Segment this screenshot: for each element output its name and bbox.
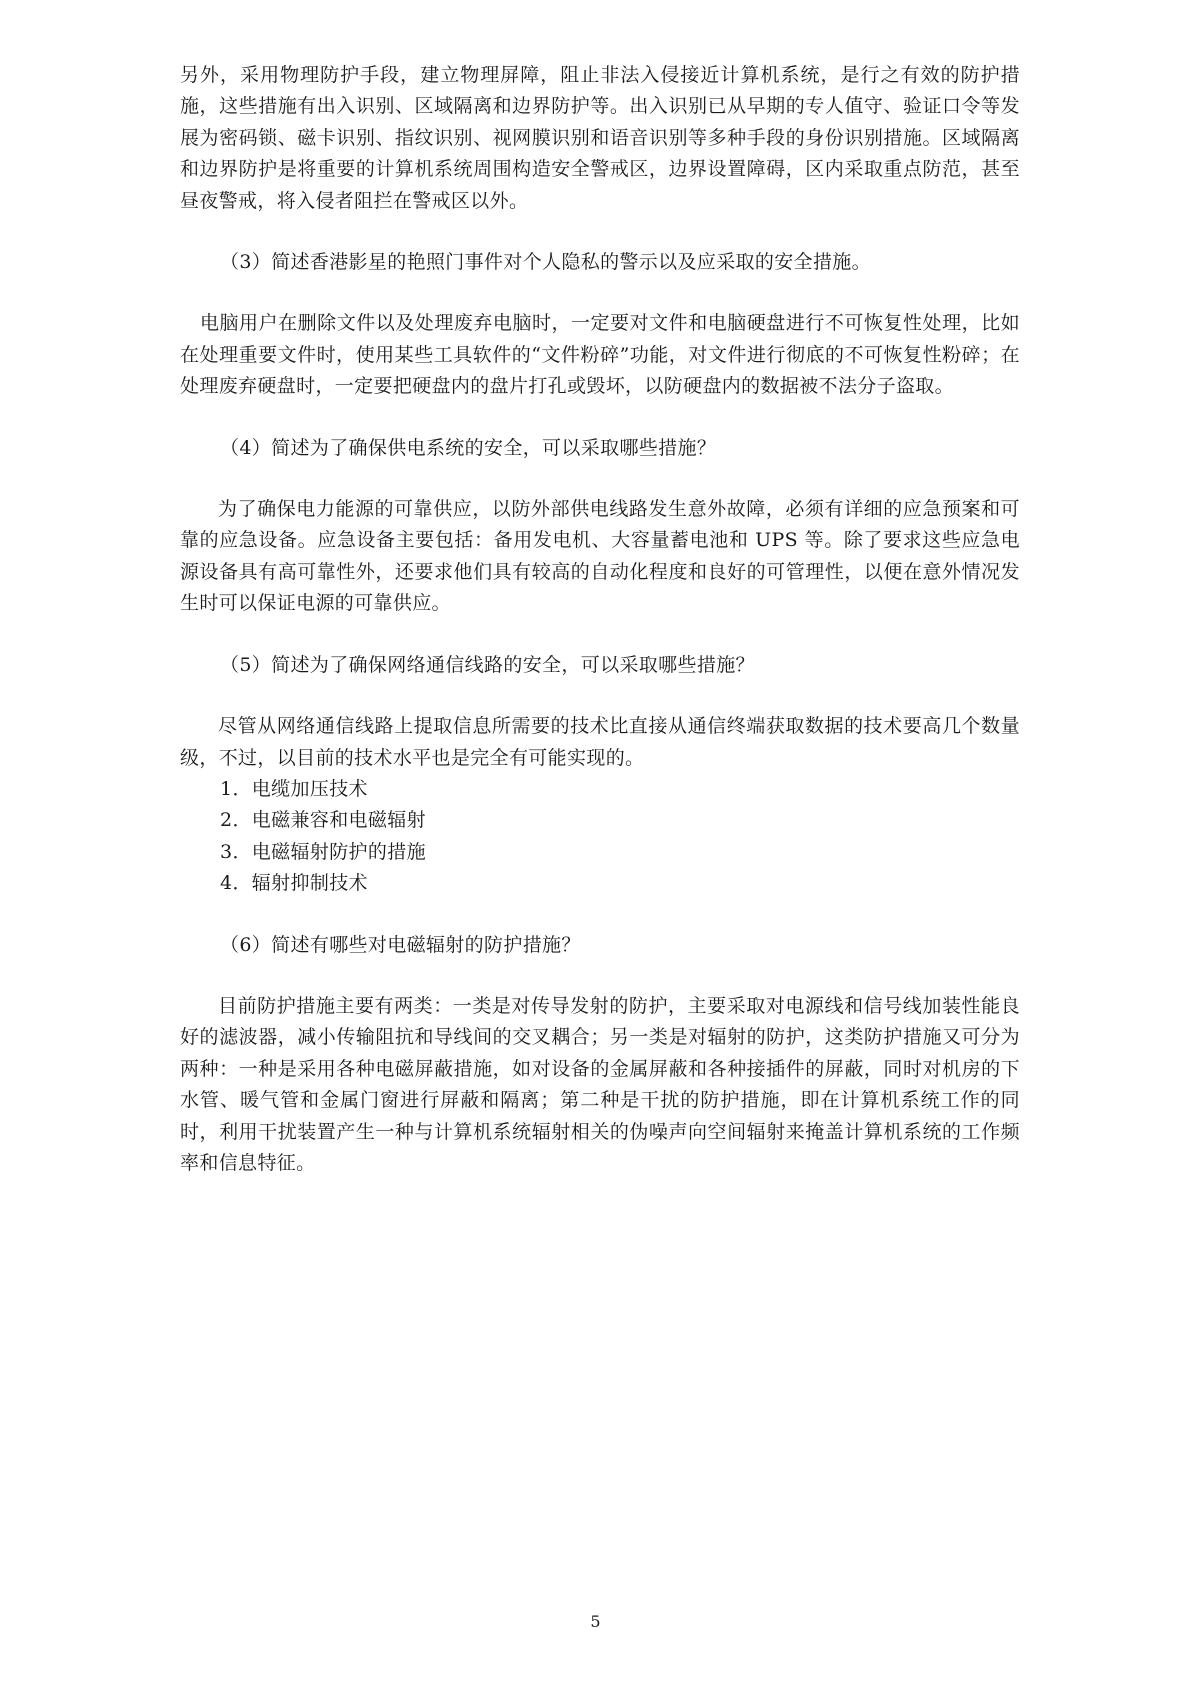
answer-4: 为了确保电力能源的可靠供应，以防外部供电线路发生意外故障，必须有详细的应急预案和可靠的应急设备。应急设备主要包括：备用发电机、大容量蓄电池和 UPS 等。除了要求这些应急电源设备具有高可靠性外，还要求他们具有较高的自动化程度和良好的可管理性，以便在意外情况发生时可以保证电源的可靠供应。 xyxy=(180,498,1020,615)
list-item: 4．辐射抑制技术 xyxy=(220,872,368,895)
answer-5: 尽管从网络通信线路上提取信息所需要的技术比直接从通信终端获取数据的技术要高几个数量级，不过，以目前的技术水平也是完全有可能实现的。 xyxy=(180,715,1020,769)
measure-list xyxy=(180,774,1020,900)
list-item: 1．电缆加压技术 xyxy=(220,777,368,800)
question-6: （6）简述有哪些对电磁辐射的防护措施？ xyxy=(220,933,581,956)
question-4: （4）简述为了确保供电系统的安全，可以采取哪些措施？ xyxy=(220,436,717,459)
paragraph-physical-protection: 另外，采用物理防护手段，建立物理屏障，阻止非法入侵接近计算机系统，是行之有效的防护措施，这些措施有出入识别、区域隔离和边界防护等。出入识别已从早期的专人值守、验证口令等发展为密码锁、磁卡识别、指纹识别、视网膜识别和语音识别等多种手段的身份识别措施。区域隔离和边界防护是将重要的计算机系统周围构造安全警戒区，边界设置障碍，区内采取重点防范，甚至昼夜警戒，将入侵者阻拦在警戒区以外。 xyxy=(180,64,1020,212)
answer-3: 电脑用户在删除文件以及处理废弃电脑时，一定要对文件和电脑硬盘进行不可恢复性处理，比如在处理重要文件时，使用某些工具软件的“文件粉碎”功能，对文件进行彻底的不可恢复性粉碎；在处理废弃硬盘时，一定要把硬盘内的盘片打孔或毁坏，以防硬盘内的数据被不法分子盗取。 xyxy=(180,312,1020,398)
question-3: （3）简述香港影星的艳照门事件对个人隐私的警示以及应采取的安全措施。 xyxy=(220,251,871,274)
page-number: 5 xyxy=(590,1612,601,1631)
question-5: （5）简述为了确保网络通信线路的安全，可以采取哪些措施？ xyxy=(220,653,755,676)
document-page xyxy=(180,60,1020,1179)
list-item: 2．电磁兼容和电磁辐射 xyxy=(220,809,426,832)
list-item: 3．电磁辐射防护的措施 xyxy=(220,840,426,863)
answer-6: 目前防护措施主要有两类：一类是对传导发射的防护，主要采取对电源线和信号线加装性能良好的滤波器，减小传输阻抗和导线间的交叉耦合；另一类是对辐射的防护，这类防护措施又可分为两种：一种是采用各种电磁屏蔽措施，如对设备的金属屏蔽和各种接插件的屏蔽，同时对机房的下水管、暖气管和金属门窗进行屏蔽和隔离；第二种是干扰的防护措施，即在计算机系统工作的同时，利用干扰装置产生一种与计算机系统辐射相关的伪噪声向空间辐射来掩盖计算机系统的工作频率和信息特征。 xyxy=(180,994,1020,1174)
